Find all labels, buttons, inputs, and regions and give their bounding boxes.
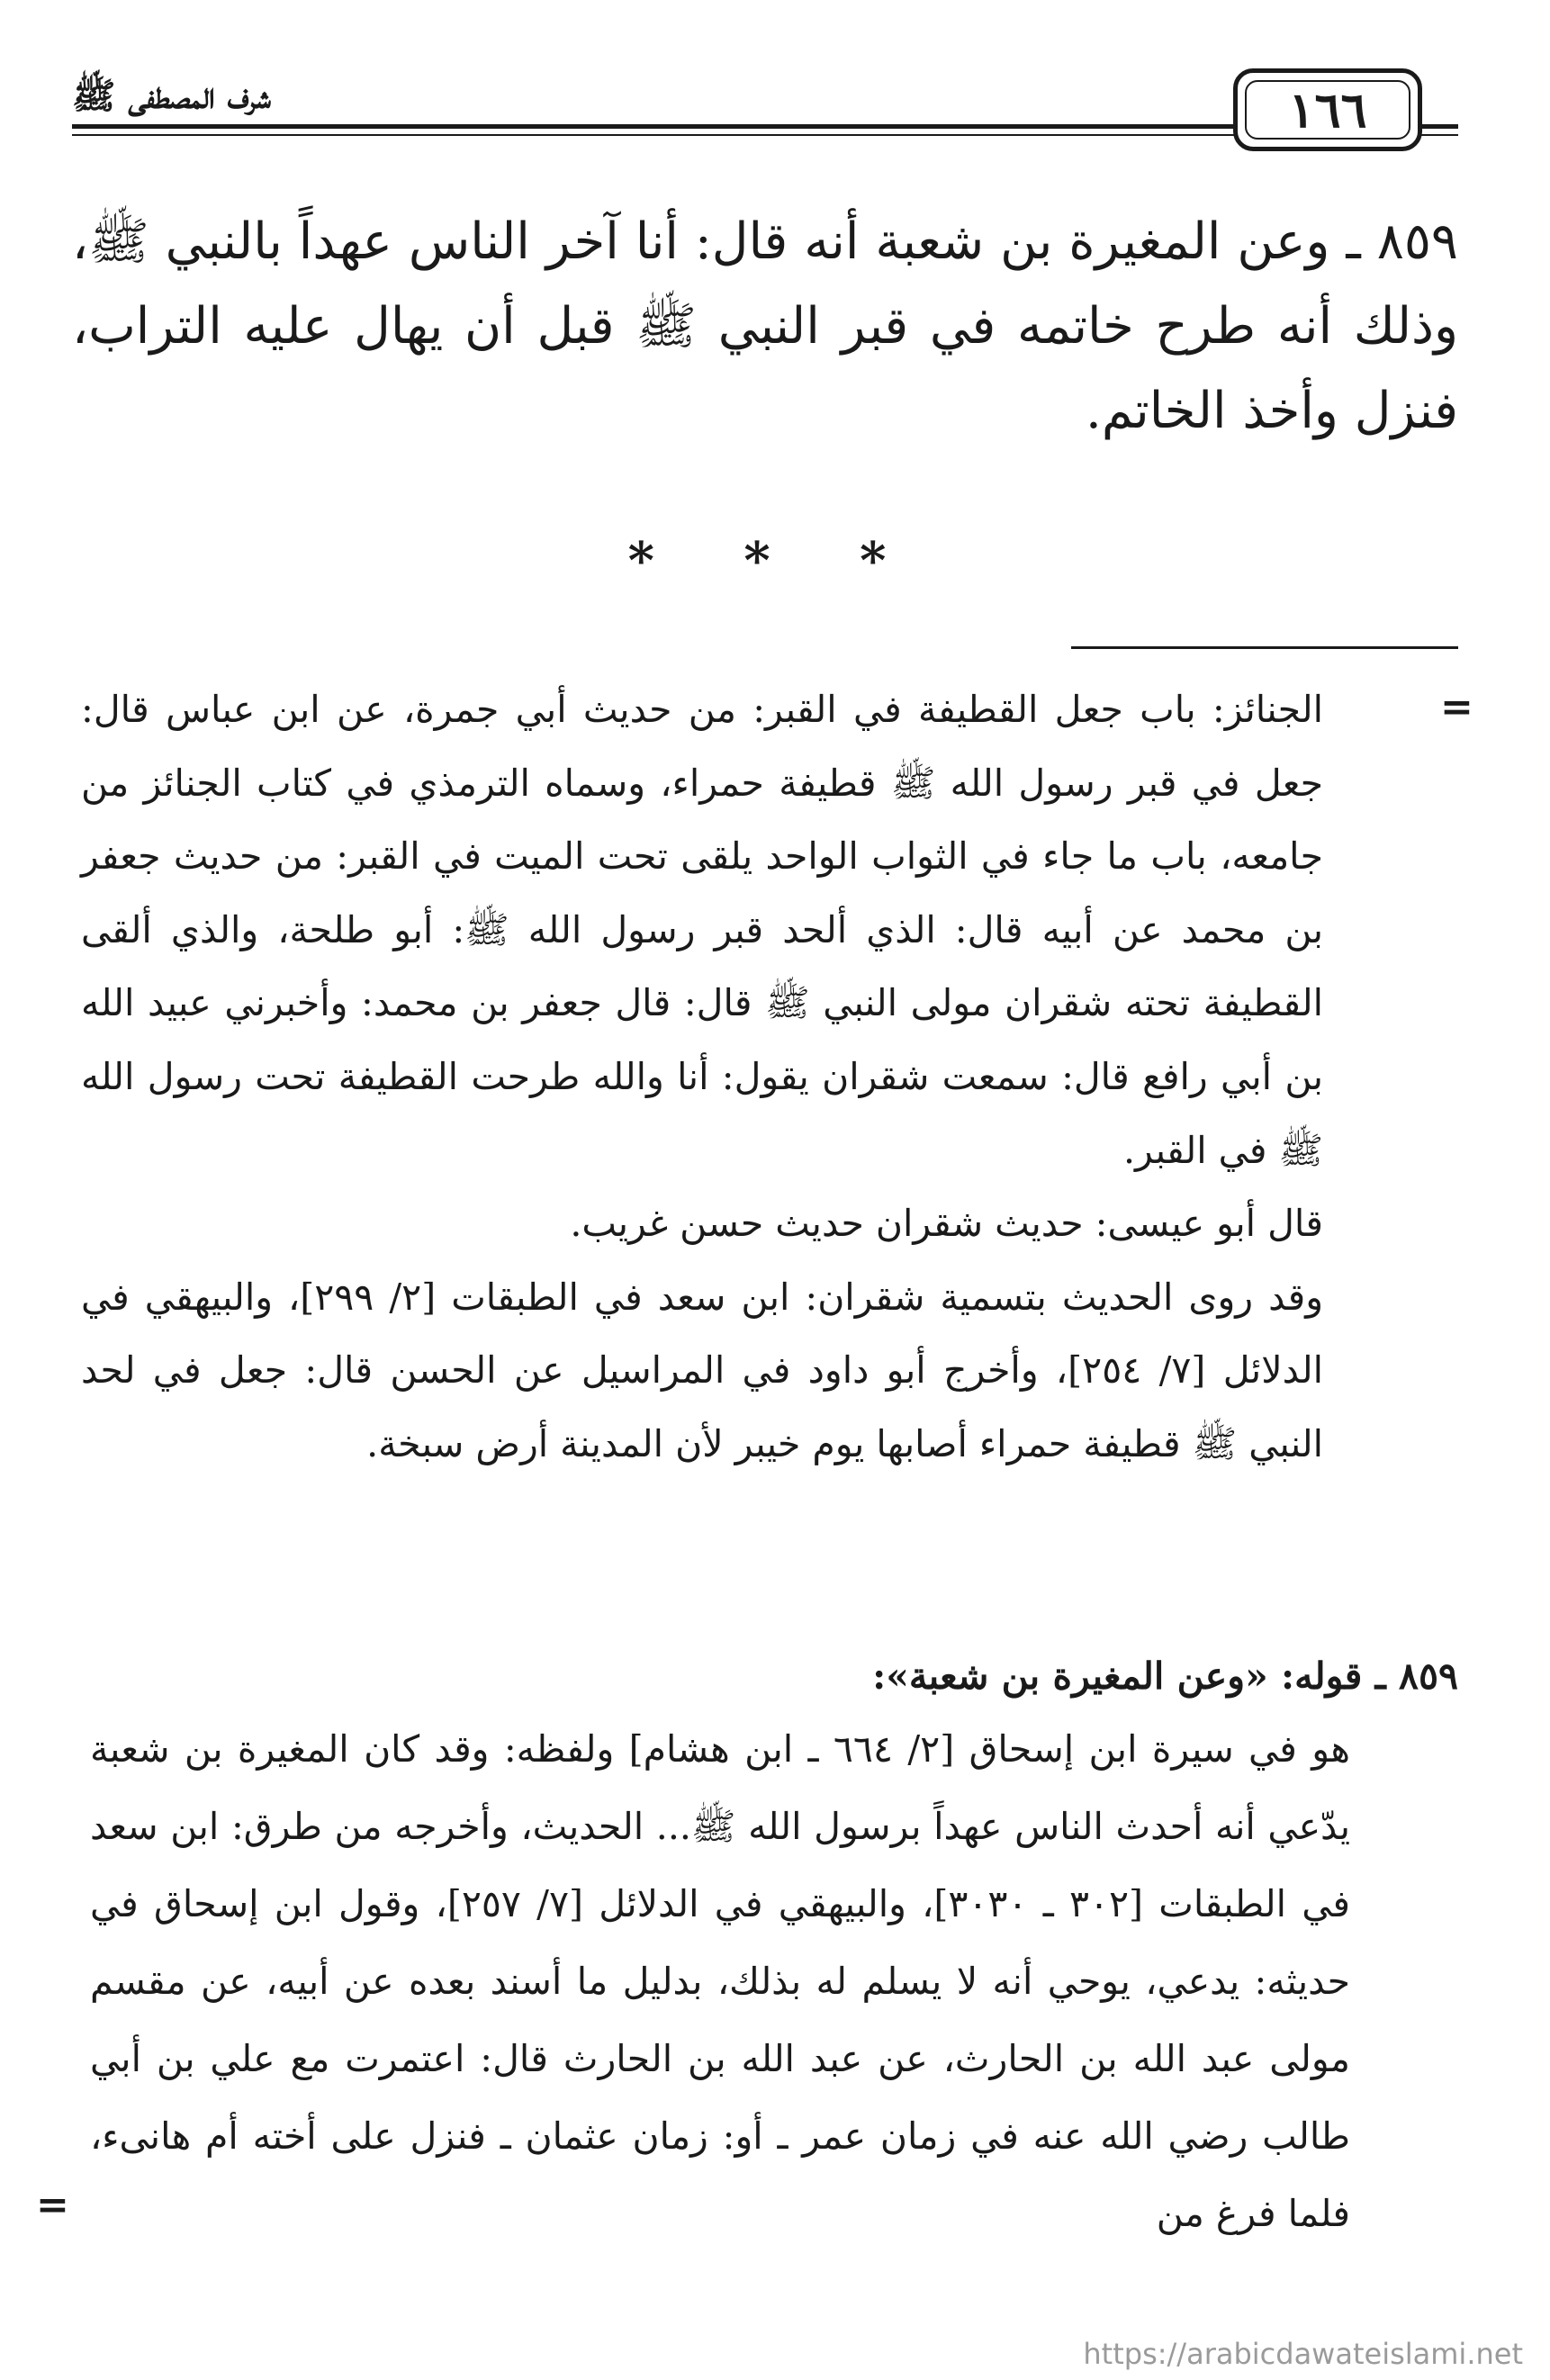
- section-divider-stars: * * *: [627, 531, 923, 590]
- watermark-url: https://arabicdawateislami.net: [1083, 2337, 1523, 2371]
- commentary-heading: ٨٥٩ ـ قوله: «وعن المغيرة بن شعبة»:: [872, 1654, 1458, 1698]
- commentary-body: هو في سيرة ابن إسحاق [٢/ ٦٦٤ ـ ابن هشام] ولفظه: وقد كان المغيرة بن شعبة يدّعي أنه أحدث الناس عهداً برسول الله ﷺ... الحديث، وأخرجه من طرق: ابن سعد في الطبقات [٣٠٢ ـ ٣٠٣٠]، والبيهقي في الدلائل [٧/ ٢٥٧]، وقول ابن إسحاق في حديثه: يدعي، يوحي أنه لا يسلم له بذلك، بدليل ما أسند بعده عن أبيه، عن مقسم مولى عبد الله بن الحارث، عن عبد الله بن الحارث قال: اعتمرت مع علي بن أبي طالب رضي الله عنه في زمان عمر ـ أو: زمان عثمان ـ فنزل على أخته أم هانىء، فلما فرغ من: [90, 1727, 1350, 2235]
- commentary-block: [90, 1642, 1458, 2252]
- footnote-separator: [1071, 646, 1458, 649]
- footnote-paragraph-2: قال أبو عيسى: حديث شقران حديث حسن غريب.: [570, 1202, 1323, 1246]
- main-text: [72, 200, 1458, 454]
- footnote-continuation-mark: =: [1440, 684, 1473, 730]
- page-header: [72, 61, 1458, 160]
- commentary-continuation-mark: =: [36, 2182, 69, 2228]
- footnote-paragraph-3: وقد روى الحديث بتسمية شقران: ابن سعد في الطبقات [٢/ ٢٩٩]، والبيهقي في الدلائل [٧/ ٢٥٤]، وأخرج أبو داود في المراسيل عن الحسن قال: جعل في لحد النبي ﷺ قطيفة حمراء أصابها يوم خيبر لأن المدينة أرض سبخة.: [81, 1275, 1323, 1465]
- page-number-frame: [1233, 68, 1422, 151]
- footnote-paragraph-1: الجنائز: باب جعل القطيفة في القبر: من حديث أبي جمرة، عن ابن عباس قال: جعل في قبر رسول الله ﷺ قطيفة حمراء، وسماه الترمذي في كتاب الجنائز من جامعه، باب ما جاء في الثواب الواحد يلقى تحت الميت في القبر: من حديث جعفر بن محمد عن أبيه قال: الذي ألحد قبر رسول الله ﷺ: أبو طلحة، والذي ألقى القطيفة تحته شقران مولى النبي ﷺ قال: قال جعفر بن محمد: وأخبرني عبيد الله بن أبي رافع قال: سمعت شقران يقول: أنا والله طرحت القطيفة تحت رسول الله ﷺ في القبر.: [81, 688, 1323, 1172]
- book-title: شرف المصطفى ﷺ: [72, 75, 271, 117]
- hadith-paragraph: ٨٥٩ ـ وعن المغيرة بن شعبة أنه قال: أنا آخر الناس عهداً بالنبي ﷺ، وذلك أنه طرح خاتمه في قبر النبي ﷺ قبل أن يهال عليه التراب، فنزل وأخذ الخاتم.: [72, 212, 1458, 440]
- footnote-block: [81, 673, 1323, 1482]
- page-number: ١٦٦: [1245, 80, 1410, 140]
